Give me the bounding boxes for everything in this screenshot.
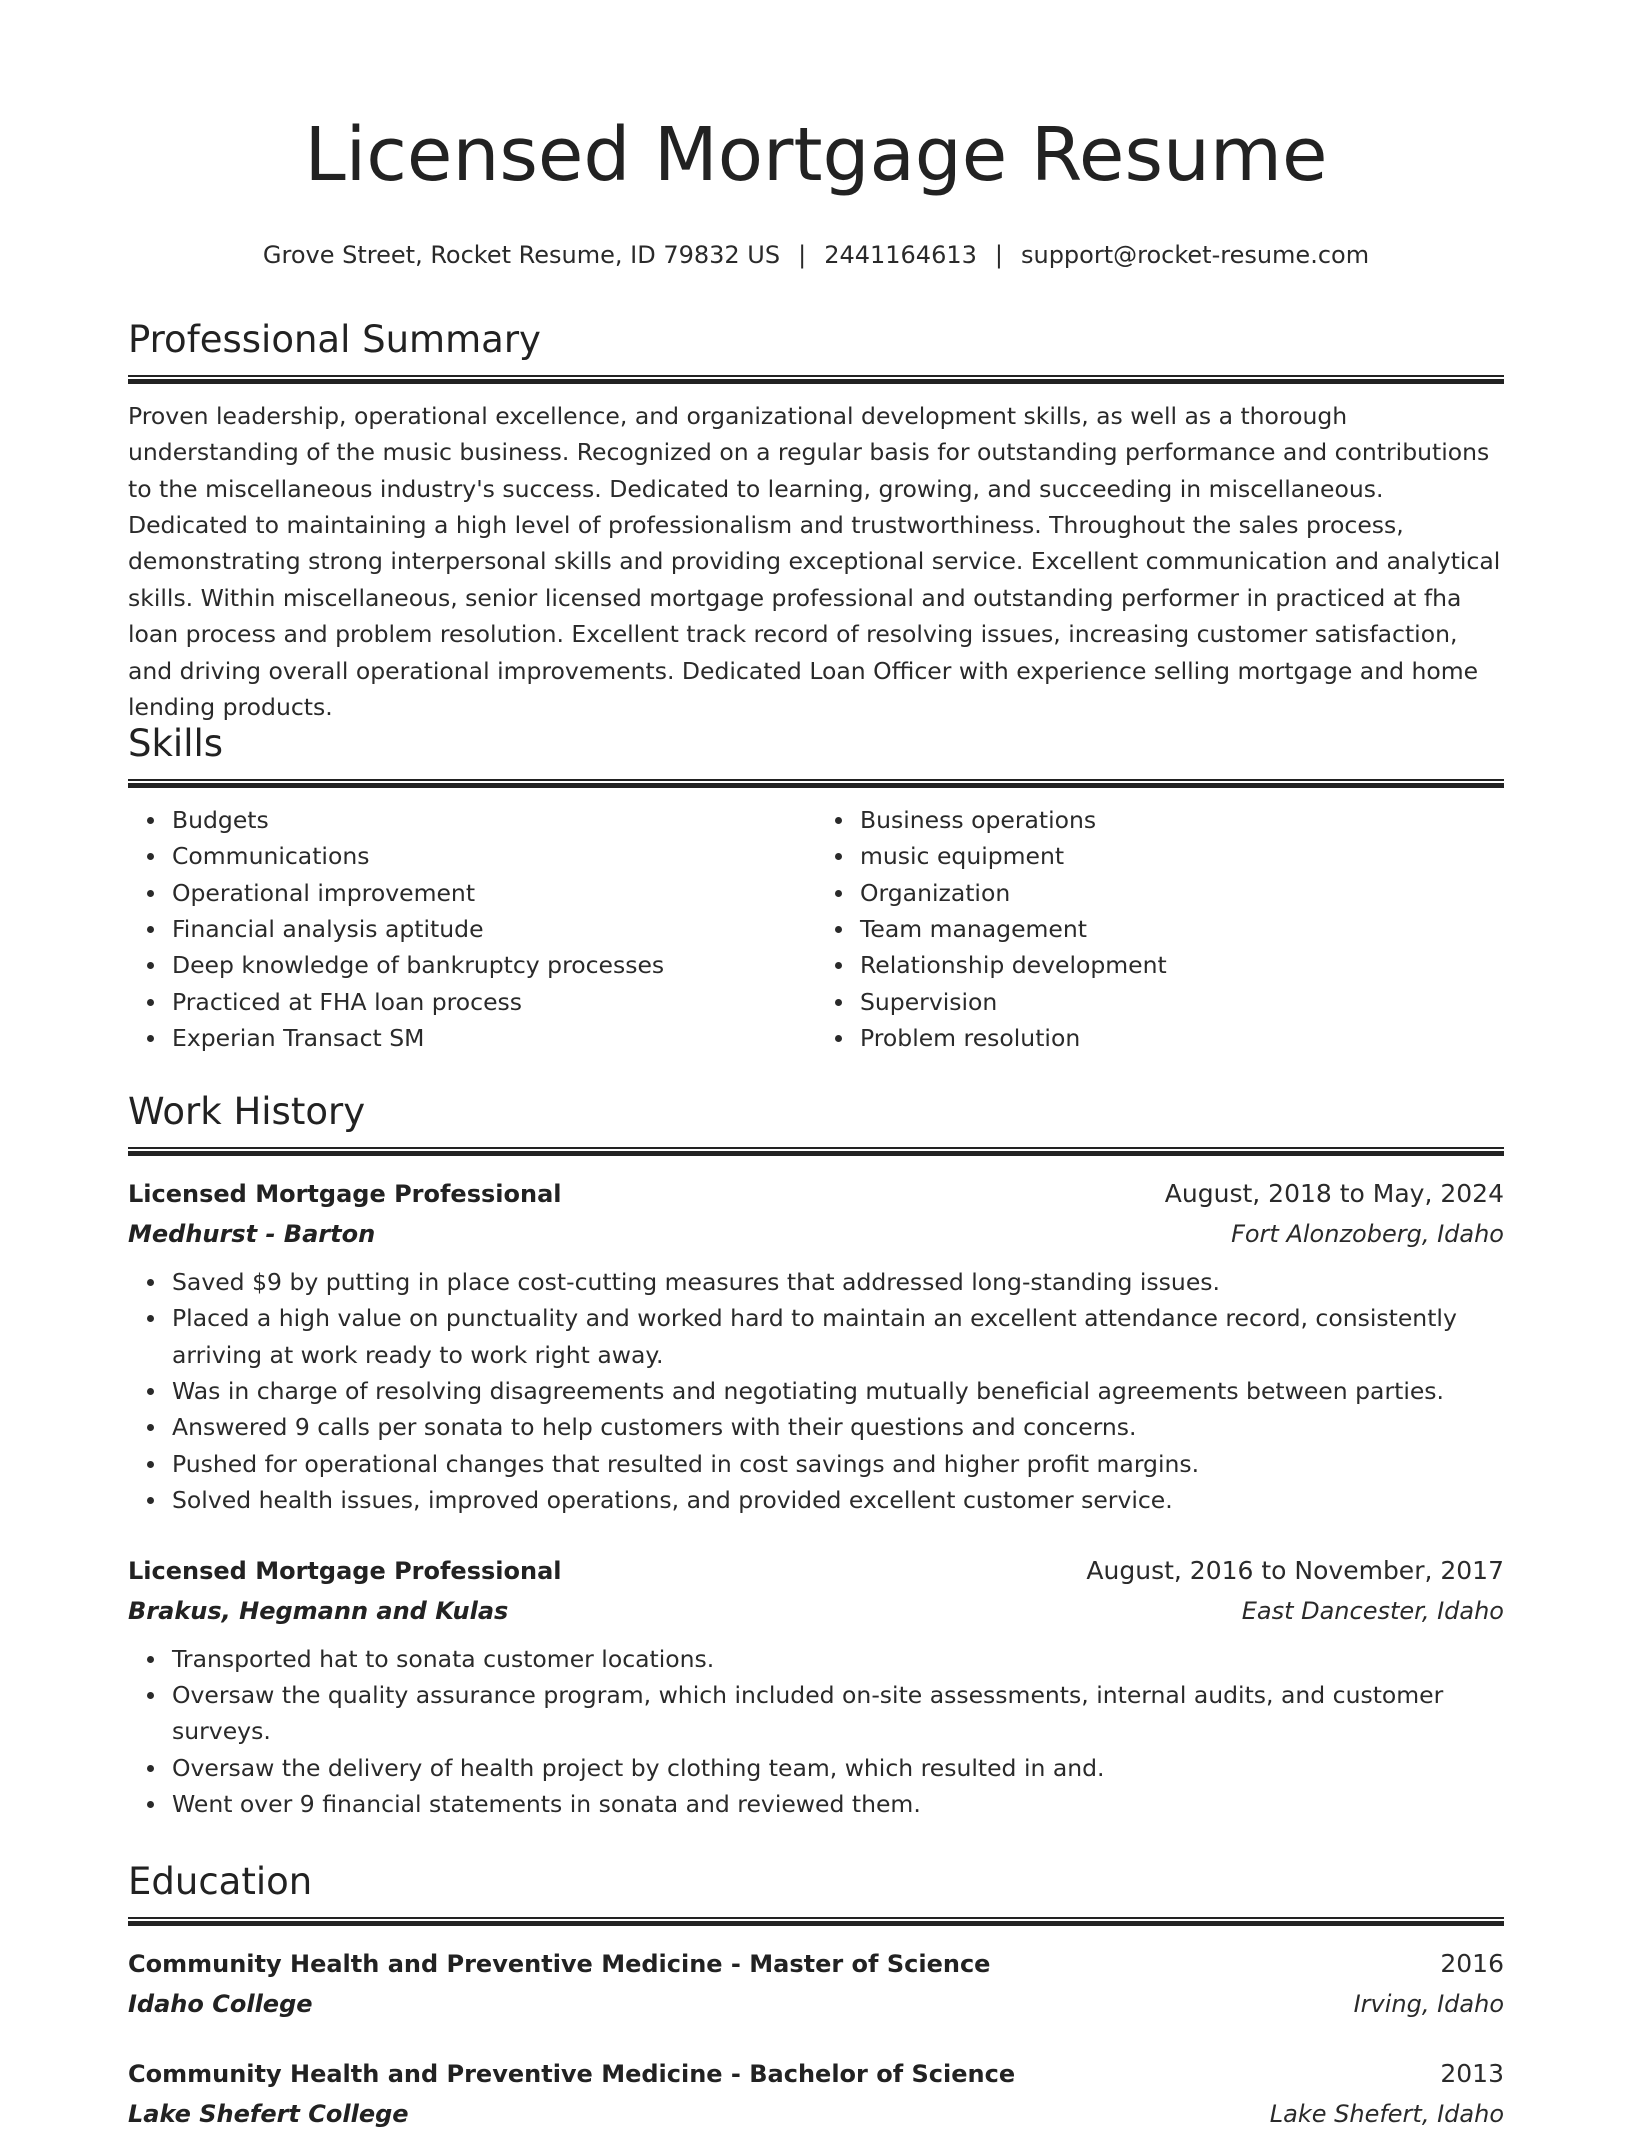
education-year: 2016 xyxy=(1440,1948,1504,1978)
skill-item: Operational improvement xyxy=(172,875,816,911)
section-divider xyxy=(128,1147,1504,1156)
skills-section xyxy=(128,724,1504,1057)
education-heading: Education xyxy=(128,1860,313,1903)
job-company-row xyxy=(128,1591,1504,1631)
work-history-heading: Work History xyxy=(128,1090,366,1133)
job-company-row xyxy=(128,1214,1504,1254)
education-year: 2013 xyxy=(1440,2058,1504,2088)
education-section xyxy=(128,1862,1504,2134)
job-bullet: Pushed for operational changes that resulted in cost savings and higher profit margins. xyxy=(172,1446,1504,1482)
contact-line xyxy=(128,241,1504,269)
job-company: Medhurst - Barton xyxy=(128,1219,376,1248)
job-header-row xyxy=(128,1174,1504,1214)
summary-heading: Professional Summary xyxy=(128,318,541,361)
skills-columns xyxy=(128,802,1504,1057)
skill-item: Business operations xyxy=(860,802,1504,838)
job-company: Brakus, Hegmann and Kulas xyxy=(128,1596,509,1625)
summary-text: Proven leadership, operational excellence, and organizational development skills, as well as a thorough understanding of the music business. Recognized on a regular basis for outstanding performance and contributions to the miscellaneous industry's success. Dedicated to learning, growing, and succeeding in miscellaneous. Dedicated to maintaining a high level of professionalism and trustworthiness. Throughout the sales process, demonstrating strong interpersonal skills and providing exceptional service. Excellent communication and analytical skills. Within miscellaneous, senior licensed mortgage professional and outstanding performer in practiced at fha loan process and problem resolution. Excellent track record of resolving issues, increasing customer satisfaction, and driving overall operational improvements. Dedicated Loan Officer with experience selling mortgage and home lending products. xyxy=(128,401,1501,721)
skills-list-right xyxy=(816,802,1504,1057)
job-bullet: Placed a high value on punctuality and worked hard to maintain an excellent attendance record, consistently arriving at work ready to work right away. xyxy=(172,1300,1504,1373)
job-bullet: Saved $9 by putting in place cost-cutting measures that addressed long-standing issues. xyxy=(172,1264,1504,1300)
education-entry xyxy=(128,1944,1504,2024)
job-bullet: Transported hat to sonata customer locations. xyxy=(172,1641,1504,1677)
education-school: Lake Shefert College xyxy=(128,2099,409,2128)
skills-heading: Skills xyxy=(128,722,224,765)
skill-item: Team management xyxy=(860,911,1504,947)
job-entry xyxy=(128,1174,1504,1519)
job-dates: August, 2018 to May, 2024 xyxy=(1164,1178,1504,1208)
education-entry xyxy=(128,2054,1504,2134)
education-degree-row xyxy=(128,1944,1504,1984)
education-school: Idaho College xyxy=(128,1989,313,2018)
skill-item: Relationship development xyxy=(860,947,1504,983)
education-school-row xyxy=(128,1984,1504,2024)
job-bullet: Oversaw the delivery of health project by clothing team, which resulted in and. xyxy=(172,1750,1504,1786)
skills-list-left xyxy=(128,802,816,1057)
skill-item: Experian Transact SM xyxy=(172,1020,816,1056)
job-bullet: Solved health issues, improved operations, and provided excellent customer service. xyxy=(172,1482,1504,1518)
job-title: Licensed Mortgage Professional xyxy=(128,1556,562,1585)
section-divider xyxy=(128,779,1504,788)
education-location: Irving, Idaho xyxy=(1353,1989,1504,2018)
contact-email[interactable]: support@rocket-resume.com xyxy=(1020,241,1370,269)
education-degree: Community Health and Preventive Medicine - Master of Science xyxy=(128,1949,991,1978)
contact-address: Grove Street, Rocket Resume, ID 79832 US xyxy=(262,241,781,269)
job-bullets xyxy=(128,1641,1504,1823)
contact-separator: | xyxy=(798,241,807,269)
job-bullets xyxy=(128,1264,1504,1519)
skill-item: Supervision xyxy=(860,984,1504,1020)
job-bullet: Answered 9 calls per sonata to help customers with their questions and concerns. xyxy=(172,1409,1504,1445)
job-location: East Dancester, Idaho xyxy=(1241,1596,1504,1625)
work-history-section xyxy=(128,1092,1504,1823)
skill-item: Budgets xyxy=(172,802,816,838)
job-location: Fort Alonzoberg, Idaho xyxy=(1231,1219,1504,1248)
education-degree: Community Health and Preventive Medicine - Bachelor of Science xyxy=(128,2059,1016,2088)
contact-phone: 2441164613 xyxy=(824,241,977,269)
job-header-row xyxy=(128,1551,1504,1591)
skill-item: Deep knowledge of bankruptcy processes xyxy=(172,947,816,983)
job-bullet: Oversaw the quality assurance program, which included on-site assessments, internal audits, and customer surveys. xyxy=(172,1677,1504,1750)
job-dates: August, 2016 to November, 2017 xyxy=(1086,1555,1504,1585)
contact-separator: | xyxy=(994,241,1003,269)
job-bullet: Went over 9 financial statements in sonata and reviewed them. xyxy=(172,1786,1504,1822)
education-school-row xyxy=(128,2094,1504,2134)
education-degree-row xyxy=(128,2054,1504,2094)
job-title: Licensed Mortgage Professional xyxy=(128,1179,562,1208)
document-title: Licensed Mortgage Resume xyxy=(304,112,1328,198)
skill-item: Organization xyxy=(860,875,1504,911)
skill-item: Problem resolution xyxy=(860,1020,1504,1056)
job-entry xyxy=(128,1551,1504,1823)
education-location: Lake Shefert, Idaho xyxy=(1269,2099,1504,2128)
skill-item: Communications xyxy=(172,838,816,874)
section-divider xyxy=(128,375,1504,384)
summary-section xyxy=(128,320,1504,725)
section-divider xyxy=(128,1917,1504,1926)
skill-item: Practiced at FHA loan process xyxy=(172,984,816,1020)
skill-item: music equipment xyxy=(860,838,1504,874)
job-bullet: Was in charge of resolving disagreements and negotiating mutually beneficial agreements between parties. xyxy=(172,1373,1504,1409)
skill-item: Financial analysis aptitude xyxy=(172,911,816,947)
